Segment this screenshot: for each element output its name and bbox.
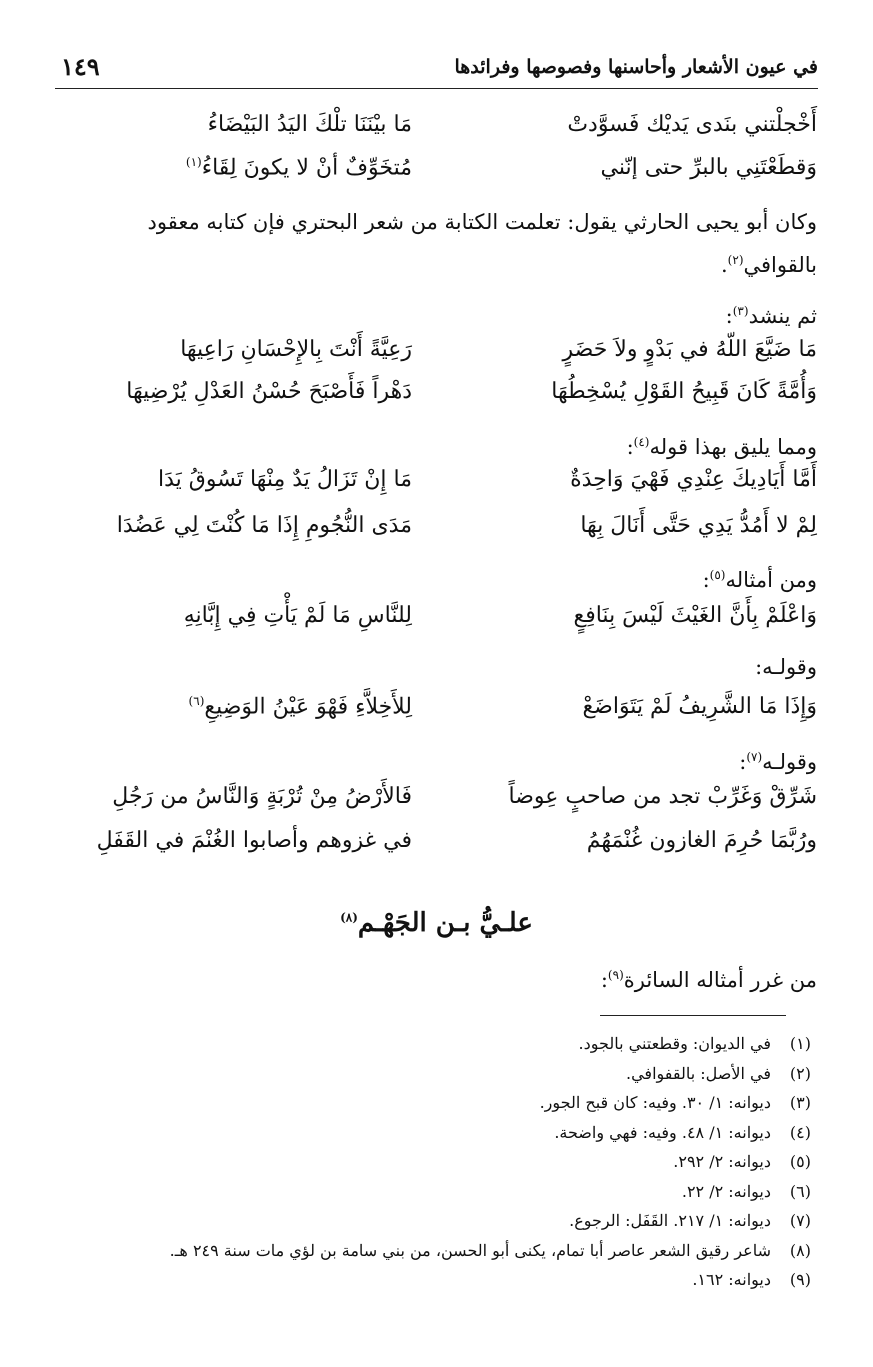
footnote-number: (٢) xyxy=(789,1063,811,1083)
footnote-text: شاعر رقيق الشعر عاصر أبا تمام، يكنى أبو الحسن، من بني سامة بن لؤي مات سنة ٢٤٩ هـ. xyxy=(169,1240,771,1260)
verse-second-hemistich: دَهْراً فَأَصْبَحَ حُسْنُ العَدْلِ يُرْضِيهَا xyxy=(126,379,412,404)
verse-second-hemistich: فَالأَرْضُ مِنْ تُرْبَةٍ وَالنَّاسُ من رَجُلِ xyxy=(112,784,412,809)
footnote xyxy=(51,1123,811,1153)
footnote-ref: (٦) xyxy=(188,694,205,708)
verse-first-hemistich: وَأُمَّةً كَانَ قَبِيحُ القَوْلِ يُسْخِطُهَا xyxy=(551,379,817,404)
footnote-ref: (٨) xyxy=(340,910,358,925)
verse-first-hemistich: أَخْجلْتني بنَدى يَديْك فَسوَّدتْ xyxy=(567,112,817,137)
verse-second-hemistich: مَا بيْنَنَا تلْكَ اليَدُ البَيْضَاءُ xyxy=(207,112,412,137)
verse-second-hemistich xyxy=(189,694,412,719)
verse-first-hemistich: وَاعْلَمْ بِأَنَّ الغَيْثَ لَيْسَ بِنَافِعٍ xyxy=(573,603,817,628)
verse-first-hemistich: لِمْ لا أَمُدُّ يَدِي حَتَّى أَنَالَ بِهَا xyxy=(580,513,817,538)
prose-line: ثم ينشد$^{(٣)}$: xyxy=(725,304,817,328)
verse-line xyxy=(57,155,817,195)
footnote-number: (٨) xyxy=(789,1240,811,1260)
footnote-ref: (٣) xyxy=(732,304,749,318)
prose-line: ومن أمثاله$^{(٥)}$: xyxy=(702,568,817,592)
footnote-number: (٧) xyxy=(789,1211,811,1230)
verse-line xyxy=(57,828,817,868)
footnote-ref: (٢) xyxy=(727,253,744,267)
verse-line xyxy=(57,694,817,734)
paragraph-text: ثم ينشد xyxy=(748,304,817,328)
footnote-number: (٩) xyxy=(789,1270,811,1289)
footnote xyxy=(51,1211,811,1241)
footnote xyxy=(51,1241,811,1271)
footnotes xyxy=(51,1034,811,1300)
footnote-number: (٣) xyxy=(789,1093,811,1112)
verse-line xyxy=(57,379,817,419)
footnote xyxy=(51,1152,811,1182)
footnote-text: ديوانه: ١/ ٣٠. وفيه: كان قبح الجور. xyxy=(539,1093,771,1112)
verse-first-hemistich: وَإِذَا مَا الشَّرِيفُ لَمْ يَتَوَاضَعْ xyxy=(582,694,817,719)
verse-first-hemistich: ورُبَّمَا حُرِمَ الغازون غُنْمَهُمُ xyxy=(586,828,817,853)
footnote-text: ديوانه: ١/ ٤٨. وفيه: فهي واضحة. xyxy=(554,1122,771,1142)
footnote xyxy=(51,1093,811,1123)
section-heading xyxy=(0,908,873,938)
footnote-text: ديوانه: ١/ ٢١٧. القَفَل: الرجوع. xyxy=(569,1211,771,1230)
footnote xyxy=(51,1064,811,1094)
verse-second-hemistich: مَدَى النُّجُومِ إِذَا مَا كُنْتَ لِي عَضُدَا xyxy=(116,513,412,538)
footnote-ref: (٧) xyxy=(746,750,763,764)
footnote-text: في الديوان: وقطعتني بالجود. xyxy=(578,1034,771,1053)
verse-first-hemistich: مَا ضَيَّعَ اللّهُ في بَدْوٍ ولاَ حَضَرٍ xyxy=(562,337,817,362)
footnote-number: (٤) xyxy=(789,1122,811,1142)
prose-paragraph: وكان أبو يحيى الحارثي يقول: تعلمت الكتابة من شعر البحتري فإن كتابه معقود بالقوافي$^{(٢)}$. xyxy=(147,210,817,277)
footnote-number: (١) xyxy=(789,1034,811,1053)
verse-line xyxy=(57,337,817,377)
verse-line xyxy=(57,112,817,152)
footnote-text: ديوانه: ١٦٢. xyxy=(692,1270,771,1289)
footnote xyxy=(51,1034,811,1064)
heading-text: علـيُّ بـن الجَهْـم xyxy=(357,908,533,938)
footnote-text: ديوانه: ٢/ ٢٩٢. xyxy=(673,1152,771,1171)
paragraph-text: ومما يليق بهذا قوله xyxy=(649,435,817,459)
prose-line: ومما يليق بهذا قوله$^{(٤)}$: xyxy=(626,435,817,459)
verse-second-hemistich: رَعِيَّةً أَنْتَ بِالإِحْسَانِ رَاعِيهَا xyxy=(180,337,412,362)
verse-line xyxy=(57,467,817,507)
hemistich-text: مُتخَوِّفٌ أنْ لا يكونَ لِقَاءُ xyxy=(201,155,412,181)
footnote-text: في الأصل: بالقفوافي. xyxy=(626,1063,771,1083)
footnote-divider xyxy=(600,1015,786,1016)
paragraph-text: وقولـه: xyxy=(755,655,817,679)
prose-line: من غرر أمثاله السائرة$^{(٩)}$: xyxy=(600,968,817,992)
verse-first-hemistich: وَقطَعْتَنِي بالبرِّ حتى إنّني xyxy=(600,155,817,180)
prose-line xyxy=(57,648,817,686)
hemistich-text: لِلأَخِلاَّءِ فَهْوَ عَيْنُ الوَضِيعِ xyxy=(204,694,412,720)
paragraph-text: ومن أمثاله xyxy=(725,568,817,592)
paragraph-text: من غرر أمثاله السائرة xyxy=(623,968,817,992)
prose-line: وقولـه$^{(٧)}$: xyxy=(739,750,817,774)
verse-second-hemistich: مَا إِنْ تَزَالُ يَدٌ مِنْهَا تَسُوقُ يَدَا xyxy=(158,467,412,492)
footnote-text: ديوانه: ٢/ ٢٢. xyxy=(681,1181,771,1201)
footnote-number: (٦) xyxy=(789,1181,811,1201)
verse-line xyxy=(57,603,817,643)
footnote-ref: (٩) xyxy=(607,968,624,982)
verse-first-hemistich: أَمَّا أَيَادِيكَ عِنْدِي فَهْيَ وَاحِدَةٌ xyxy=(570,467,817,492)
footnote-ref: (٤) xyxy=(633,435,650,449)
verse-line xyxy=(57,513,817,553)
footnote-ref: (٥) xyxy=(709,568,726,582)
page-number: ١٤٩ xyxy=(61,52,100,81)
footnote-number: (٥) xyxy=(789,1152,811,1171)
verse-first-hemistich: شَرِّقْ وَغَرِّبْ تجد من صاحبٍ عِوضاً xyxy=(508,784,817,809)
verse-second-hemistich xyxy=(186,155,412,180)
paragraph-text: وقولـه xyxy=(762,750,817,774)
verse-second-hemistich: لِلنَّاسِ مَا لَمْ يَأْتِ فِي إِبَّانِهِ xyxy=(183,603,412,628)
verse-second-hemistich: في غزوهم وأصابوا الغُنْمَ في القَفَلِ xyxy=(96,828,412,853)
running-title: في عيون الأشعار وأحاسنها وفصوصها وفرائدها xyxy=(454,56,818,78)
footnote xyxy=(51,1182,811,1212)
page-header xyxy=(55,48,818,89)
footnote-ref: (١) xyxy=(185,155,202,169)
footnote xyxy=(51,1270,811,1300)
paragraph-text: وكان أبو يحيى الحارثي يقول: تعلمت الكتابة من شعر البحتري فإن كتابه معقود بالقوافي xyxy=(147,210,817,277)
verse-line xyxy=(57,784,817,824)
